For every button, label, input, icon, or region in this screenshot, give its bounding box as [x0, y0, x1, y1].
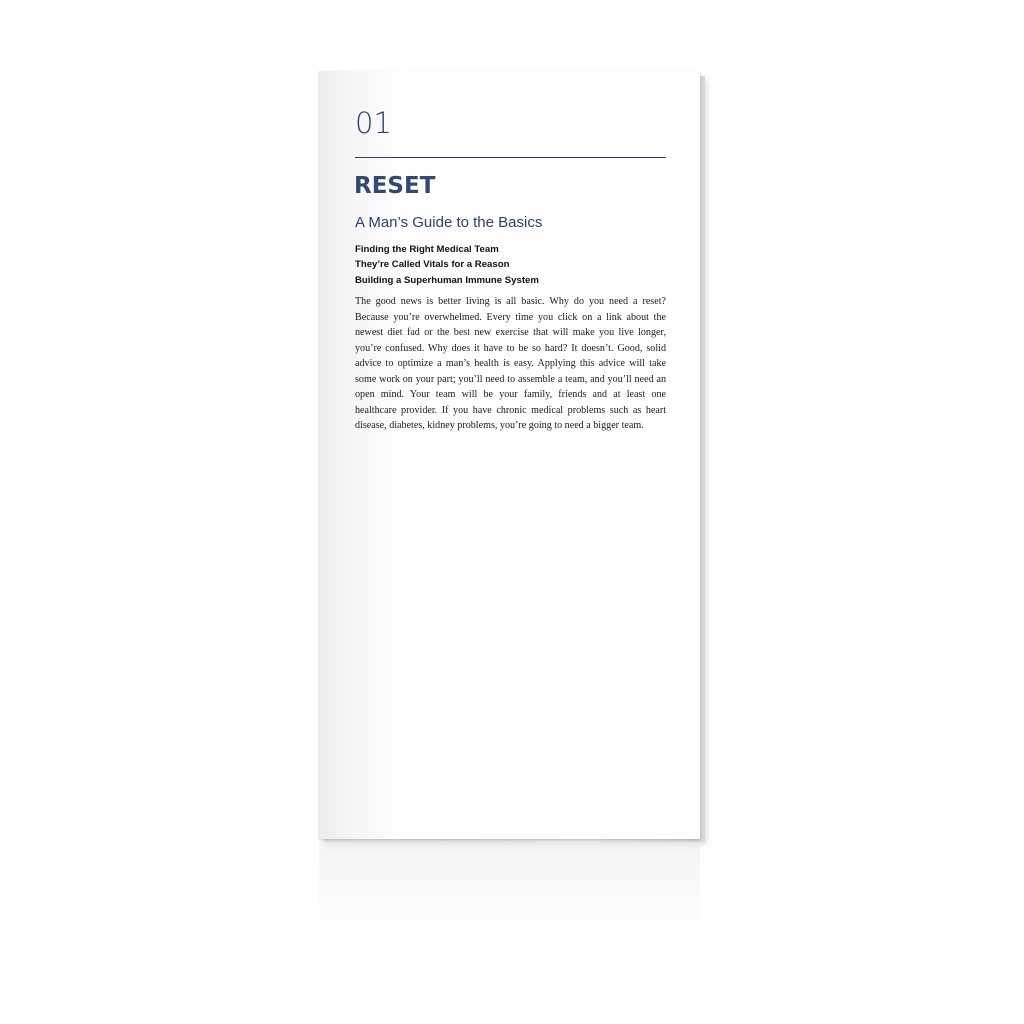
chapter-subtitle: A Man’s Guide to the Basics — [355, 214, 543, 231]
page-reflection — [319, 842, 700, 962]
chapter-number: 01 — [355, 106, 392, 140]
topic-item: They’re Called Vitals for a Reason — [355, 259, 510, 271]
body-paragraph: The good news is better living is all basic. Why do you need a reset? Because you’re overwhelmed. Every time you click on a link about the newest diet fad or the best new exercise that will make you live longer, you’re confused. Why does it have to be so hard? It doesn’t. Good, solid advice to optimize a man’s health is easy. Applying this advice will take some work on your part; you’ll need to assemble a team, and you’ll need an open mind. Your team will be your family, friends and at least one healthcare provider. If you have chronic medical problems such as heart disease, diabetes, kidney problems, you’re going to need a bigger team. — [355, 296, 666, 432]
topic-item: Finding the Right Medical Team — [355, 244, 499, 255]
topic-list — [355, 242, 539, 288]
chapter-divider — [355, 157, 666, 158]
chapter-title: RESET — [354, 173, 436, 199]
topic-item: Building a Superhuman Immune System — [355, 274, 539, 286]
book-page — [319, 71, 700, 839]
